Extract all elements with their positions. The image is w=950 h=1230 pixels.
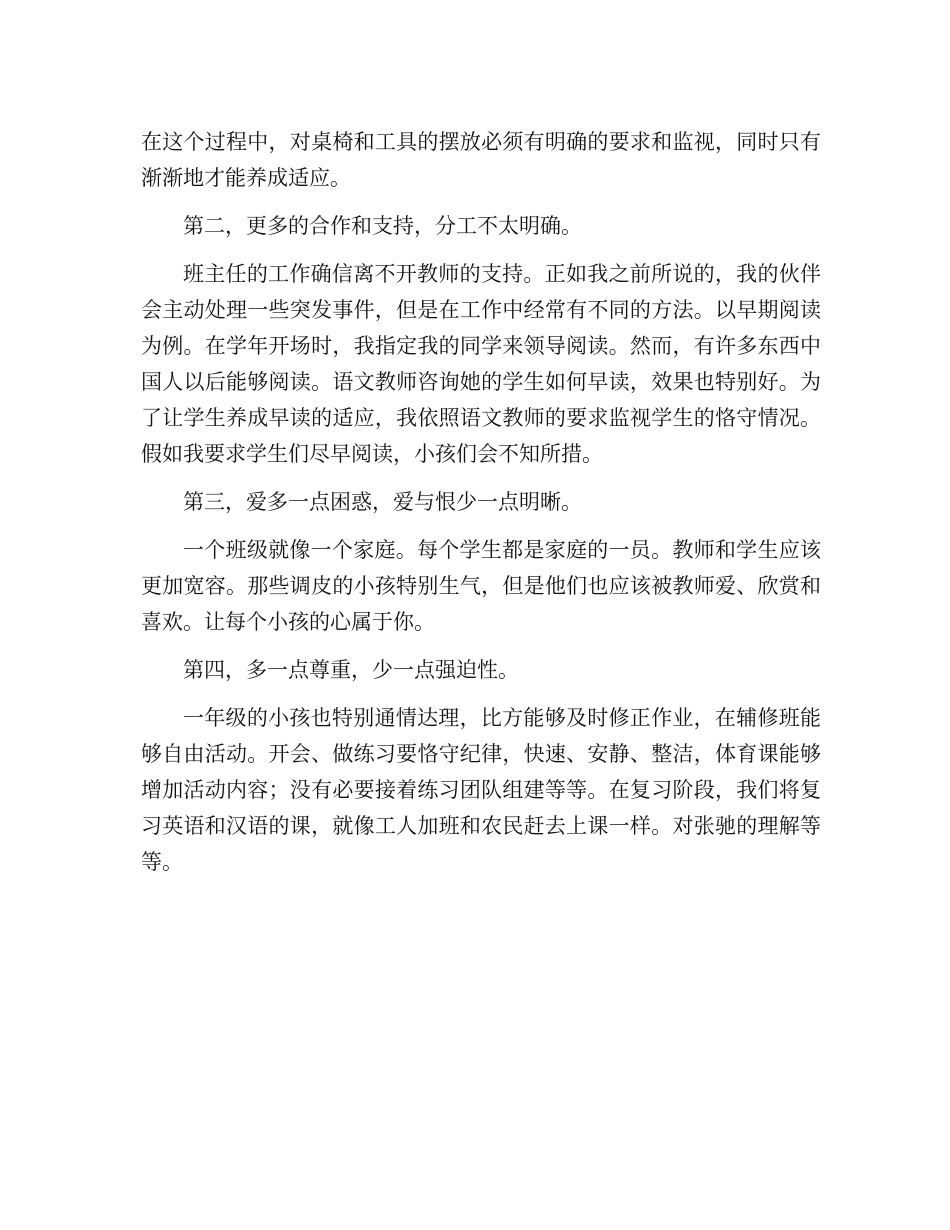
paragraph-heading-fourth: 第四，多一点尊重，少一点强迫性。 xyxy=(183,658,519,682)
document-body xyxy=(141,124,821,892)
paragraph-heading-third: 第三，爱多一点困惑，爱与恨少一点明晰。 xyxy=(183,490,582,514)
paragraph-respect: 一年级的小孩也特别通情达理，比方能够及时修正作业，在辅修班能够自由活动。开会、做练习要恪守纪律，快速、安静、整洁，体育课能够增加活动内容；没有必要接着练习团队组建等等。在复习阶段，我们将复习英语和汉语的课，就像工人加班和农民赶去上课一样。对张驰的理解等等。 xyxy=(141,706,821,874)
paragraph-continued: 在这个过程中，对桌椅和工具的摆放必须有明确的要求和监视，同时只有渐渐地才能养成适应。 xyxy=(141,130,821,190)
paragraph-cooperation: 班主任的工作确信离不开教师的支持。正如我之前所说的，我的伙伴会主动处理一些突发事件，但是在工作中经常有不同的方法。以早期阅读为例。在学年开场时，我指定我的同学来领导阅读。然而，有许多东西中国人以后能够阅读。语文教师咨询她的学生如何早读，效果也特别好。为了让学生养成早读的适应，我依照语文教师的要求监视学生的恪守情况。假如我要求学生们尽早阅读，小孩们会不知所措。 xyxy=(141,262,821,466)
paragraph-heading-second: 第二，更多的合作和支持，分工不太明确。 xyxy=(183,214,582,238)
paragraph-family: 一个班级就像一个家庭。每个学生都是家庭的一员。教师和学生应该更加宽容。那些调皮的小孩特别生气，但是他们也应该被教师爱、欣赏和喜欢。让每个小孩的心属于你。 xyxy=(141,538,821,634)
